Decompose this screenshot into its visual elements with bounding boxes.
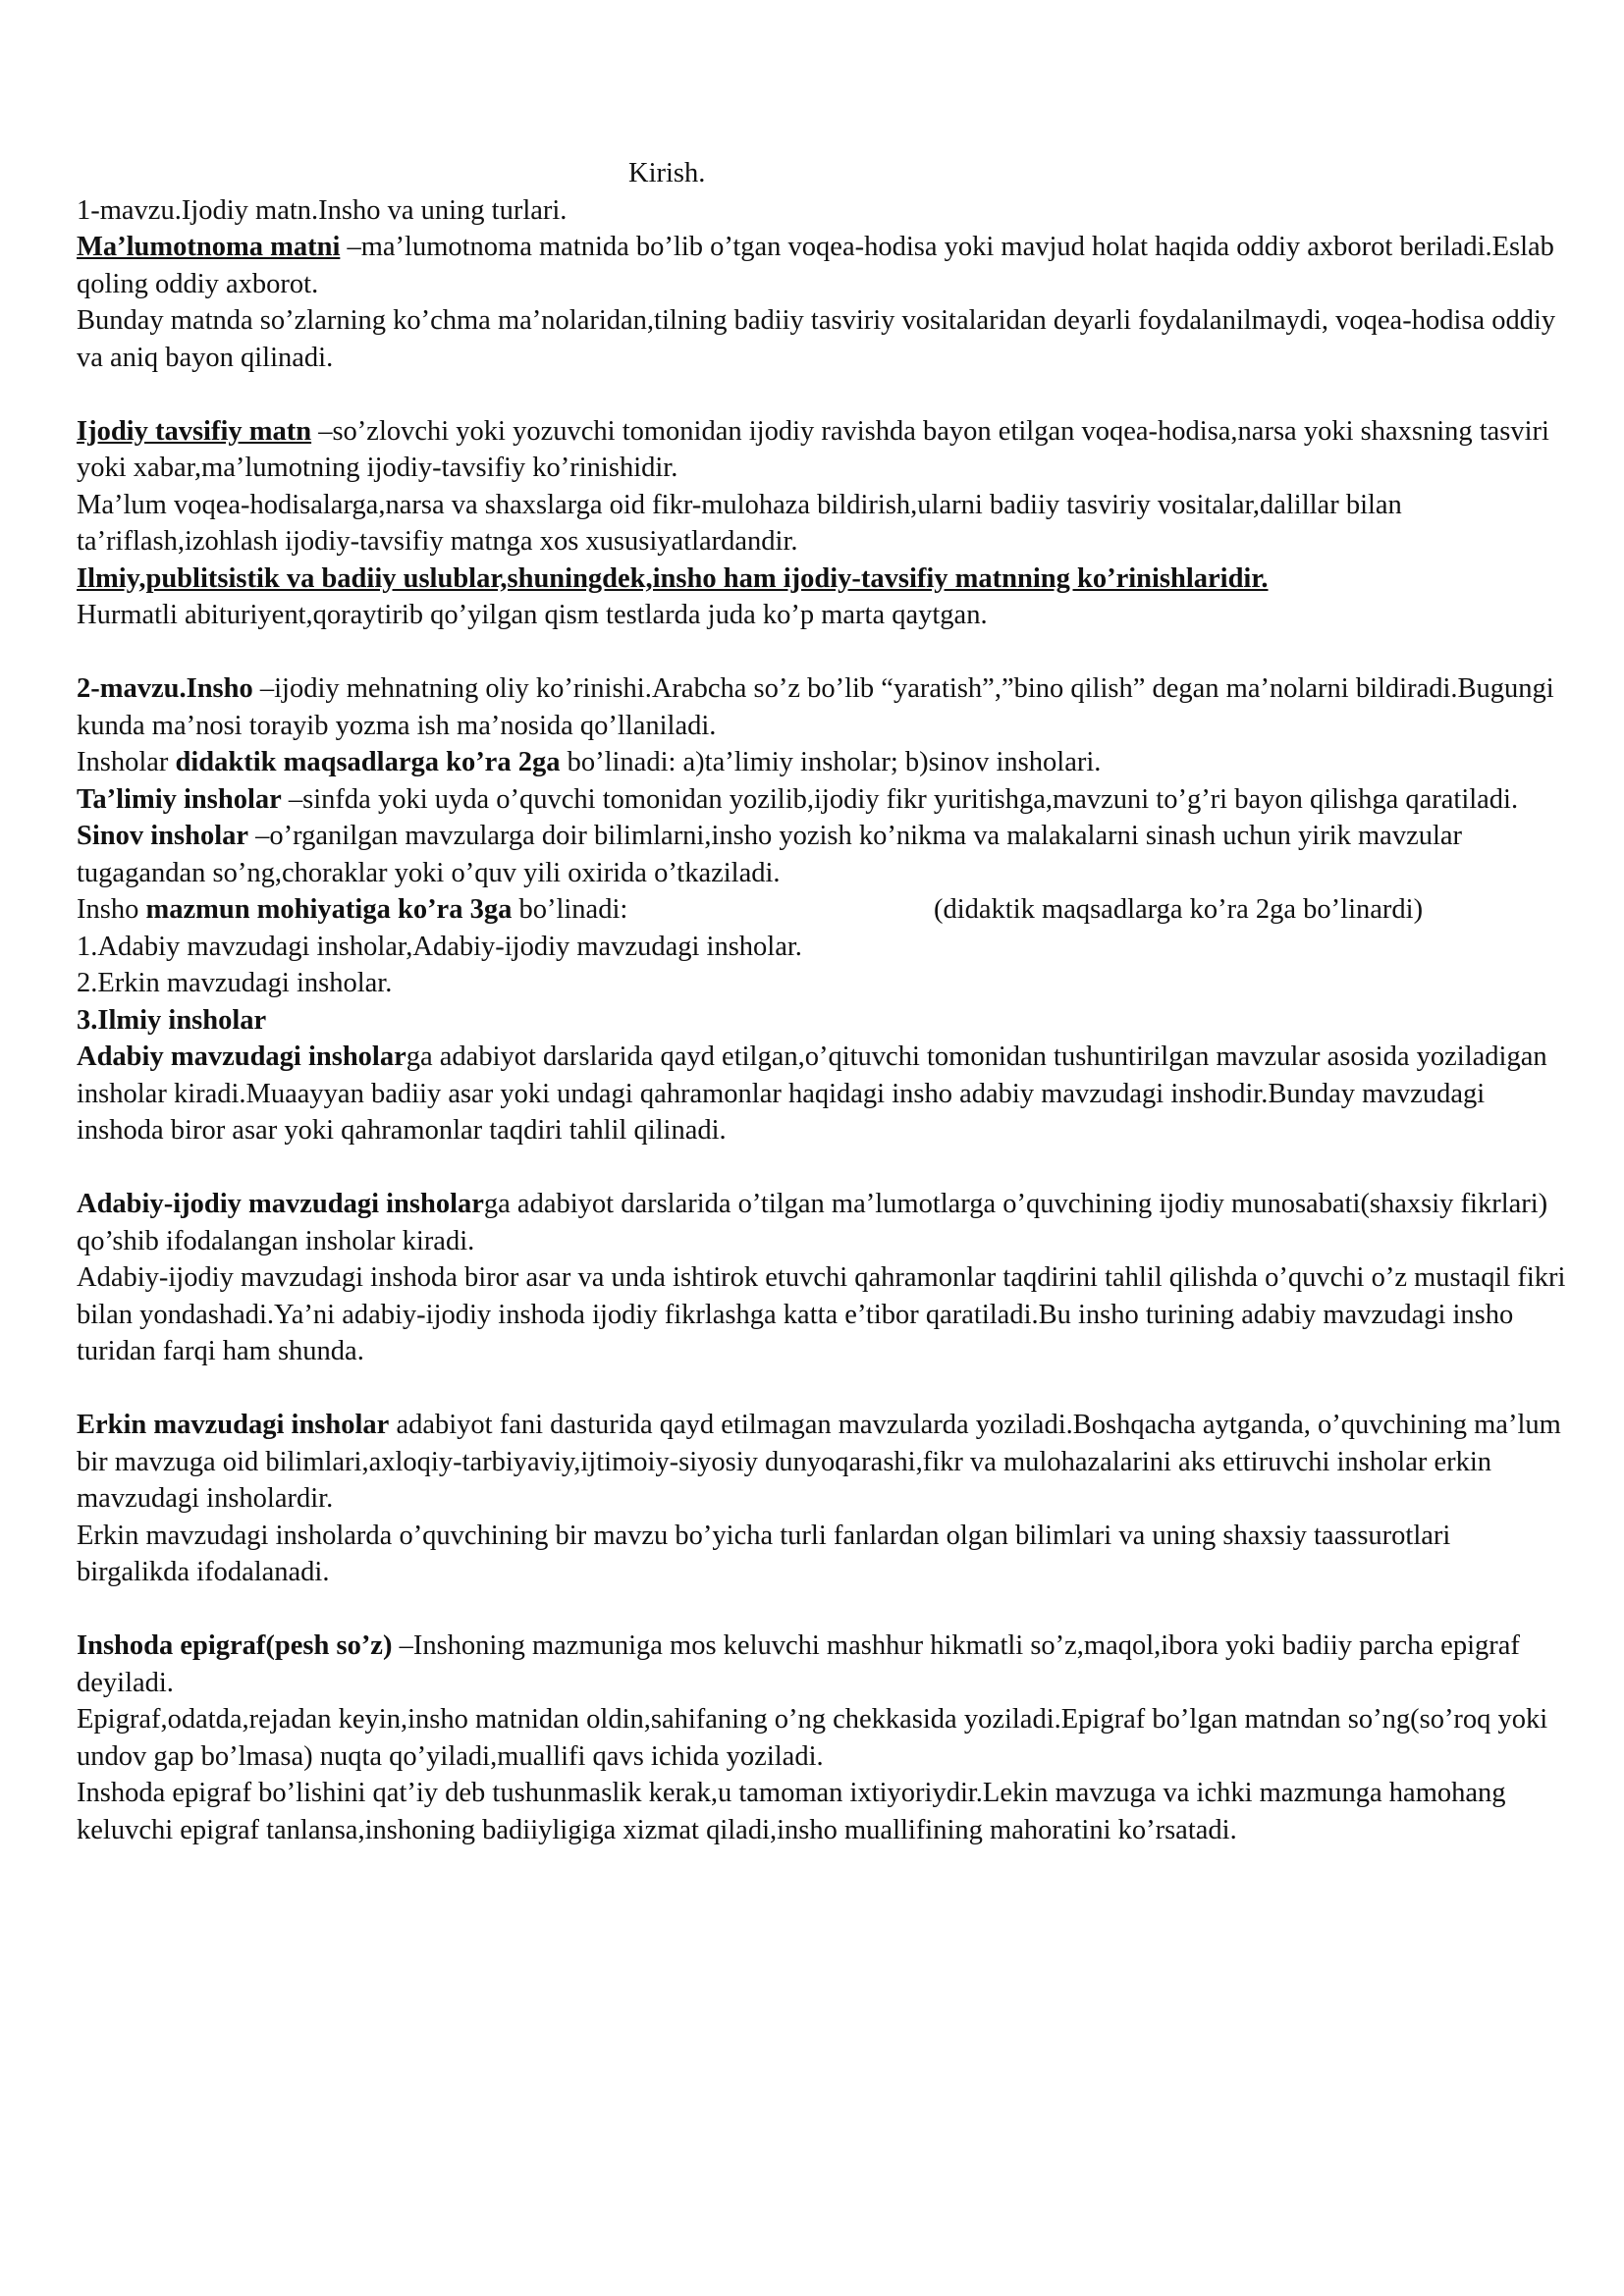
malumotnoma-paragraph [77, 229, 1569, 302]
topic1-heading: 1-mavzu.Ijodiy matn.Insho va uning turlari. [77, 194, 568, 226]
spacer [77, 634, 1569, 671]
erkin-paragraph-2: Erkin mavzudagi insholarda o’quvchining bir mavzu bo’yicha turli fanlardan olgan bilimlari va uning shaxsiy taassurotlari birgalikda ifodalanadi. [77, 1520, 1451, 1587]
hurmatli-note: Hurmatli abituriyent,qoraytirib qo’yilgan qism testlarda juda ko’p marta qaytgan. [77, 600, 988, 630]
list-item-1: 1.Adabiy mavzudagi insholar,Adabiy-ijodiy mavzudagi insholar. [77, 931, 802, 962]
didaktik-pre: Insholar [77, 747, 176, 777]
adabiy-paragraph [77, 1039, 1569, 1149]
spacer [77, 1370, 1569, 1408]
adabiy-ijodiy-text: ga adabiyot darslarida o’tilgan ma’lumotlarga o’quvchining ijodiy munosabati(shaxsiy fikrlari) qo’shib ifodalangan insholar kiradi. [77, 1189, 1548, 1256]
sinov-paragraph [77, 818, 1569, 891]
spacer [77, 1149, 1569, 1187]
malumotnoma-term: Ma’lumotnoma matni [77, 232, 341, 262]
page-title: Kirish. [628, 158, 706, 188]
epigraf-paragraph-3: Inshoda epigraf bo’lishini qat’iy deb tushunmaslik kerak,u tamoman ixtiyoriydir.Lekin mavzuga va ichki mazmunga hamohang keluvchi epigraf tanlansa,inshoning badiiyligiga xizmat qiladi,insho muallifining mahoratini ko’rsatadi. [77, 1778, 1506, 1845]
talimiy-paragraph [77, 781, 1569, 819]
mazmun-line [77, 891, 1569, 929]
topic2-term: 2-mavzu.Insho [77, 673, 253, 704]
erkin-term: Erkin mavzudagi insholar [77, 1410, 390, 1440]
list-item-2: 2.Erkin mavzudagi insholar. [77, 968, 393, 998]
ilmiy-statement: Ilmiy,publitsistik va badiiy uslublar,shuningdek,insho ham ijodiy-tavsifiy matnning ko’rinishlaridir. [77, 562, 1269, 594]
mazmun-post: bo’linadi: [512, 894, 628, 925]
spacer [77, 376, 1569, 413]
epigraf-paragraph-2: Epigraf,odatda,rejadan keyin,insho matnidan oldin,sahifaning o’ng chekkasida yoziladi.Epigraf bo’lgan matndan so’ng(so’roq yoki undov gap bo’lmasa) nuqta qo’yiladi,muallifi qavs ichida yoziladi. [77, 1704, 1548, 1772]
erkin-text: adabiyot fani dasturida qayd etilmagan mavzularda yoziladi.Boshqacha aytganda, o’quvchining ma’lum bir mavzuga oid bilimlari,axloqiy-tarbiyaviy,ijtimoiy-siyosiy dunyoqarashi,fikr va mulohazalarini aks ettiruvchi insholar erkin mavzudagi insholardir. [77, 1410, 1561, 1514]
mazmun-pre: Insho [77, 894, 146, 925]
list-item-3: 3.Ilmiy insholar [77, 1004, 267, 1036]
mazmun-note: (didaktik maqsadlarga ko’ra 2ga bo’linardi) [934, 894, 1424, 925]
malumotnoma-paragraph-2: Bunday matnda so’zlarning ko’chma ma’nolaridan,tilning badiiy tasviriy vositalaridan deyarli foydalanilmaydi, voqea-hodisa oddiy va aniq bayon qilinadi. [77, 305, 1556, 373]
adabiy-term: Adabiy mavzudagi insholar [77, 1041, 406, 1072]
topic2-paragraph [77, 670, 1569, 744]
adabiy-text: ga adabiyot darslarida qayd etilgan,o’qituvchi tomonidan tushuntirilgan mavzular asosida yoziladigan insholar kiradi.Muaayyan badiiy asar yoki undagi qahramonlar haqidagi insho adabiy mavzudagi inshodir.Bunday mavzudagi inshoda biror asar yoki qahramonlar taqdiri tahlil qilinadi. [77, 1041, 1547, 1146]
talimiy-text: –sinfda yoki uyda o’quvchi tomonidan yozilib,ijodiy fikr yuritishga,mavzuni to’g’ri bayon qilishga qaratiladi. [281, 783, 1519, 815]
epigraf-text: –Inshoning mazmuniga mos keluvchi mashhur hikmatli so’z,maqol,ibora yoki badiiy parcha epigraf deyiladi. [77, 1630, 1520, 1698]
ijodiy-text: –so’zlovchi yoki yozuvchi tomonidan ijodiy ravishda bayon etilgan voqea-hodisa,narsa yoki shaxsning tasviri yoki xabar,ma’lumotning ijodiy-tavsifiy ko’rinishidir. [77, 415, 1549, 483]
epigraf-term: Inshoda epigraf(pesh so’z) [77, 1630, 393, 1661]
malumotnoma-text: –ma’lumotnoma matnida bo’lib o’tgan voqea-hodisa yoki mavjud holat haqida oddiy axborot beriladi.Eslab qoling oddiy axborot. [77, 232, 1554, 299]
didaktik-post: bo’linadi: a)ta’limiy insholar; b)sinov insholari. [560, 747, 1102, 777]
sinov-text: –o’rganilgan mavzularga doir bilimlarni,insho yozish ko’nikma va malakalarni sinash uchun yirik mavzular tugagandan so’ng,choraklar yoki o’quv yili oxirida o’tkaziladi. [77, 821, 1463, 888]
ijodiy-paragraph-2: Ma’lum voqea-hodisalarga,narsa va shaxslarga oid fikr-mulohaza bildirish,ularni badiiy tasviriy vositalar,dalillar bilan ta’riflash,izohlash ijodiy-tavsifiy matnga xos xususiyatlardandir. [77, 489, 1402, 557]
erkin-paragraph [77, 1407, 1569, 1518]
didaktik-paragraph [77, 744, 1569, 781]
mazmun-term: mazmun mohiyatiga ko’ra 3ga [145, 894, 513, 925]
ijodiy-term: Ijodiy tavsifiy matn [77, 415, 312, 447]
sinov-term: Sinov insholar [77, 821, 249, 851]
epigraf-paragraph [77, 1628, 1569, 1701]
topic2-text: –ijodiy mehnatning oliy ko’rinishi.Arabcha so’z bo’lib “yaratish”,”bino qilish” degan ma’nolarni bildiradi.Bugungi kunda ma’nosi torayib yozma ish ma’nosida qo’llaniladi. [77, 673, 1554, 741]
adabiy-ijodiy-paragraph [77, 1186, 1569, 1259]
talimiy-term: Ta’limiy insholar [77, 783, 282, 815]
didaktik-term: didaktik maqsadlarga ko’ra 2ga [175, 747, 561, 777]
document-page [77, 155, 1569, 1848]
spacer [77, 1591, 1569, 1629]
adabiy-ijodiy-term: Adabiy-ijodiy mavzudagi insholar [77, 1189, 484, 1219]
adabiy-ijodiy-paragraph-2: Adabiy-ijodiy mavzudagi inshoda biror asar va unda ishtirok etuvchi qahramonlar taqdirini tahlil qilishda o’quvchi o’z mustaqil fikri bilan yondashadi.Ya’ni adabiy-ijodiy inshoda ijodiy fikrlashga katta e’tibor qaratiladi.Bu insho turining adabiy mavzudagi insho turidan farqi ham shunda. [77, 1262, 1566, 1366]
title-line [77, 155, 1569, 192]
ijodiy-paragraph [77, 413, 1569, 487]
